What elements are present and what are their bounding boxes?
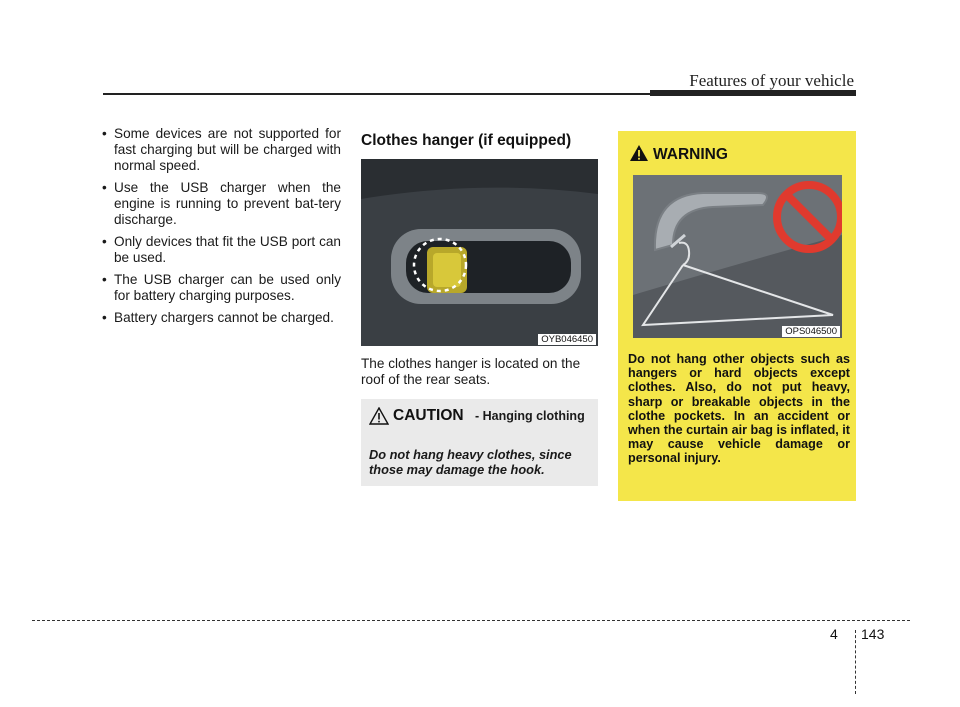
- footer-divider: [855, 630, 856, 694]
- warning-text: Do not hang other objects such as hangers or hard objects except clothes. Also, do not put heavy, sharp or breakable objects in the clothe pockets. In an accident or when the curtain air bag is inflated, it may cause vehicle damage or personal injury.: [628, 352, 850, 466]
- page-number: 143: [861, 626, 885, 642]
- hanger-illustration: [361, 159, 598, 346]
- list-item: • Only devices that fit the USB port can be used.: [102, 234, 341, 265]
- list-item: • Some devices are not supported for fast charging but will be charged with normal speed.: [102, 126, 341, 173]
- warning-triangle-icon: [629, 144, 649, 162]
- prohibited-hanger-photo: [633, 175, 842, 338]
- footer-rule: [32, 620, 910, 621]
- header-rule-accent: [650, 90, 856, 96]
- hanger-location-text: The clothes hanger is located on the roof of the rear seats.: [361, 356, 581, 387]
- image-code: OPS046500: [782, 326, 840, 337]
- list-item: • The USB charger can be used only for battery charging purposes.: [102, 272, 341, 303]
- image-code: OYB046450: [538, 334, 596, 345]
- warning-triangle-icon: [369, 407, 389, 425]
- caution-box: [361, 399, 598, 486]
- hanger-photo: [361, 159, 598, 346]
- warning-box: [618, 131, 856, 501]
- section-title: Clothes hanger (if equipped): [361, 132, 572, 149]
- list-item: • Battery chargers cannot be charged.: [102, 310, 334, 325]
- list-item: • Use the USB charger when the engine is running to prevent bat-tery discharge.: [102, 180, 341, 227]
- warning-title: WARNING: [653, 146, 728, 163]
- caution-text: Do not hang heavy clothes, since those may damage the hook.: [369, 447, 572, 477]
- chapter-number: 4: [830, 626, 838, 642]
- hanger-prohibited-illustration: [633, 175, 842, 338]
- caution-subtitle: - Hanging clothing: [475, 409, 585, 423]
- caution-title: CAUTION: [393, 407, 464, 424]
- usb-notes-list: [100, 126, 341, 332]
- header-title: Features of your vehicle: [689, 71, 854, 90]
